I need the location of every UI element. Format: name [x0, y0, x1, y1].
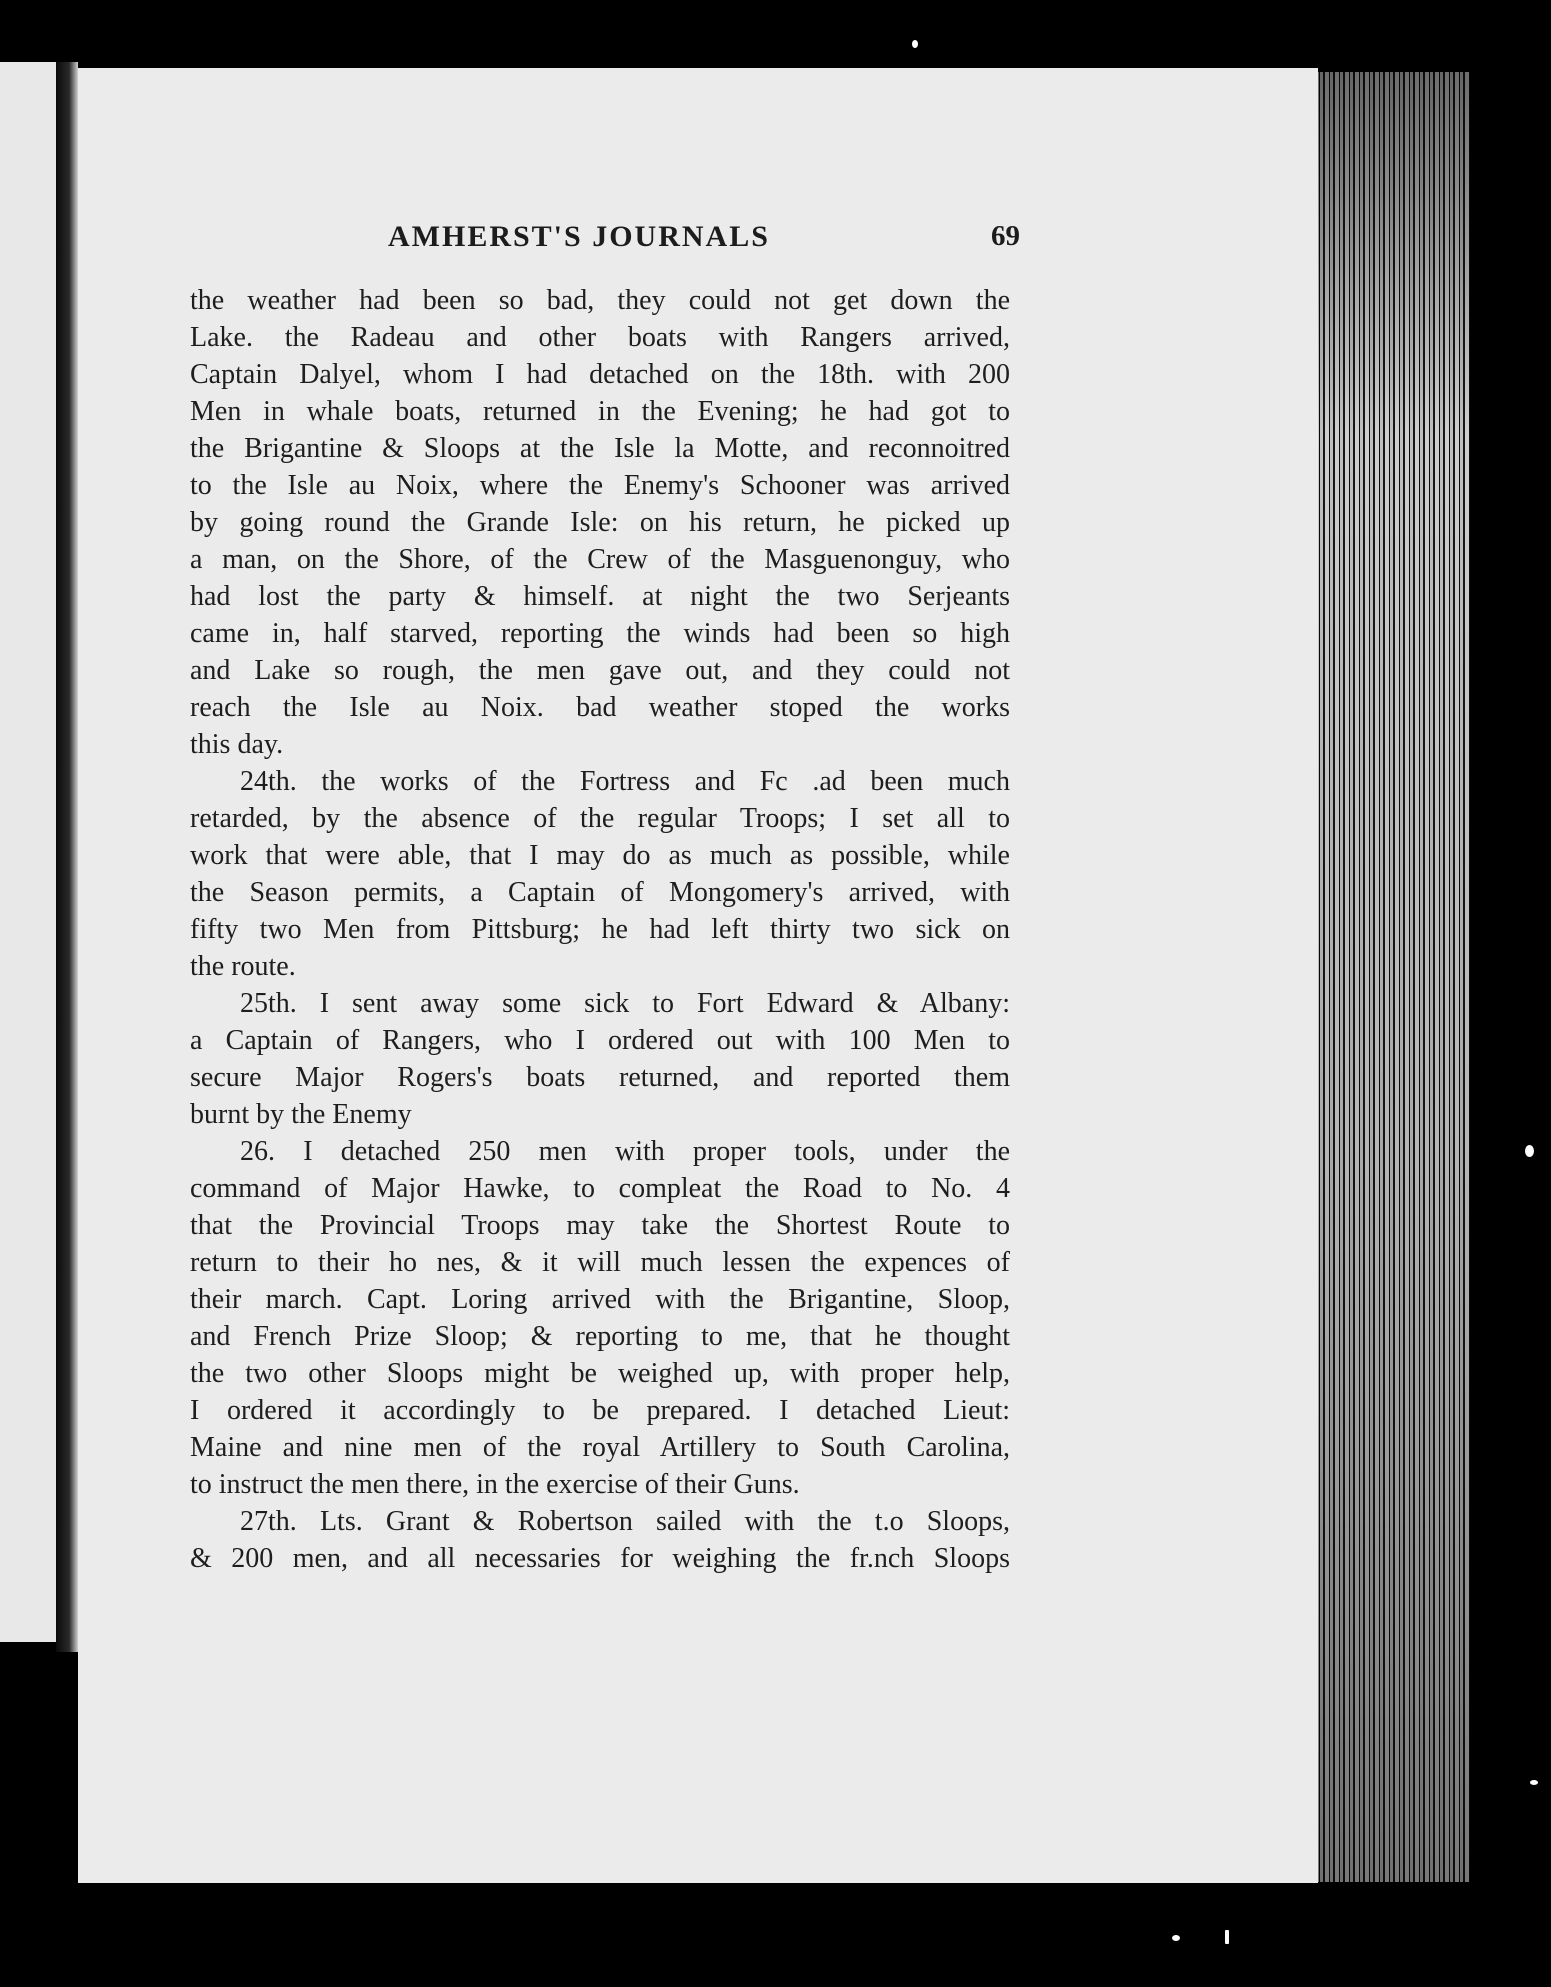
entry-26th-line: 26. I detached 250 men with proper tools, under the — [240, 1136, 1010, 1167]
text-line: had lost the party & himself. at night the two Serjeants — [190, 581, 1010, 612]
running-head — [190, 220, 1020, 260]
running-title: AMHERST'S JOURNALS — [388, 220, 770, 253]
text-line: came in, half starved, reporting the winds had been so high — [190, 618, 1010, 649]
entry-27th-line: 27th. Lts. Grant & Robertson sailed with the t.o Sloops, — [240, 1506, 1010, 1537]
text-line: the two other Sloops might be weighed up, with proper help, — [190, 1358, 1010, 1389]
journal-text — [190, 282, 1010, 1577]
text-line: a man, on the Shore, of the Crew of the Masguenonguy, who — [190, 544, 1010, 575]
text-line: by going round the Grande Isle: on his return, he picked up — [190, 507, 1010, 538]
text-line: Captain Dalyel, whom I had detached on the 18th. with 200 — [190, 359, 1010, 390]
scan-speck — [1172, 1935, 1180, 1941]
scan-speck — [1525, 1145, 1534, 1157]
text-line: return to their ho nes, & it will much lessen the expences of — [190, 1247, 1010, 1278]
text-line: retarded, by the absence of the regular Troops; I set all to — [190, 803, 1010, 834]
text-line: and French Prize Sloop; & reporting to me, that he thought — [190, 1321, 1010, 1352]
text-line: that the Provincial Troops may take the Shortest Route to — [190, 1210, 1010, 1241]
text-line: work that were able, that I may do as much as possible, while — [190, 840, 1010, 871]
entry-25th-line: 25th. I sent away some sick to Fort Edward & Albany: — [240, 988, 1010, 1019]
scan-speck — [912, 40, 918, 48]
text-line: secure Major Rogers's boats returned, and reported them — [190, 1062, 1010, 1093]
text-line: the Brigantine & Sloops at the Isle la Motte, and reconnoitred — [190, 433, 1010, 464]
entry-24th-line: 24th. the works of the Fortress and Fc .ad been much — [240, 766, 1010, 797]
text-line: to instruct the men there, in the exercise of their Guns. — [190, 1469, 800, 1500]
text-line: this day. — [190, 729, 284, 760]
book-gutter — [56, 62, 78, 1652]
text-line: the route. — [190, 951, 296, 982]
text-line: fifty two Men from Pittsburg; he had left thirty two sick on — [190, 914, 1010, 945]
text-line: the weather had been so bad, they could not get down the — [190, 285, 1010, 316]
scan-speck — [1530, 1780, 1538, 1785]
text-line: Men in whale boats, returned in the Evening; he had got to — [190, 396, 1010, 427]
text-line: Maine and nine men of the royal Artillery to South Carolina, — [190, 1432, 1010, 1463]
text-line: and Lake so rough, the men gave out, and they could not — [190, 655, 1010, 686]
text-line: the Season permits, a Captain of Mongomery's arrived, with — [190, 877, 1010, 908]
facing-page-edge — [0, 62, 56, 1642]
text-line: Lake. the Radeau and other boats with Rangers arrived, — [190, 322, 1010, 353]
text-line: command of Major Hawke, to compleat the Road to No. 4 — [190, 1173, 1010, 1204]
text-line: I ordered it accordingly to be prepared. I detached Lieut: — [190, 1395, 1010, 1426]
text-line: reach the Isle au Noix. bad weather stoped the works — [190, 692, 1010, 723]
text-line: a Captain of Rangers, who I ordered out with 100 Men to — [190, 1025, 1010, 1056]
text-line: their march. Capt. Loring arrived with the Brigantine, Sloop, — [190, 1284, 1010, 1315]
page-number: 69 — [991, 220, 1020, 252]
text-line: to the Isle au Noix, where the Enemy's Schooner was arrived — [190, 470, 1010, 501]
scan-speck — [1225, 1930, 1229, 1944]
text-line: burnt by the Enemy — [190, 1099, 412, 1130]
text-line: & 200 men, and all necessaries for weighing the fr.nch Sloops — [190, 1543, 1010, 1574]
page-block-shadow — [1300, 72, 1470, 1882]
